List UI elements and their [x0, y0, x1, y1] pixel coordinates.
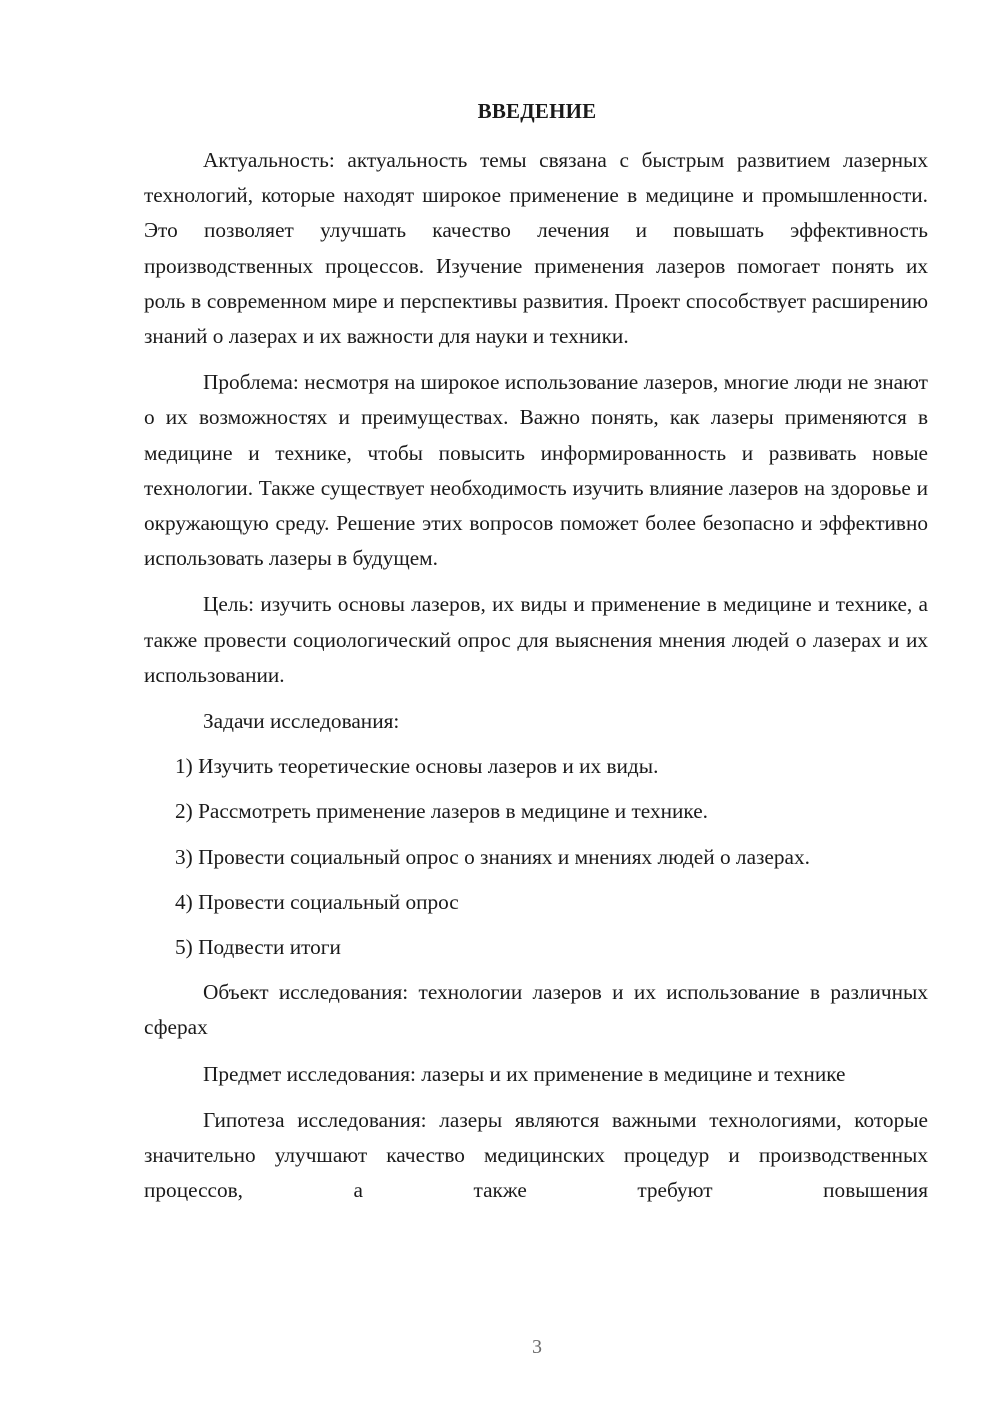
paragraph-relevance: Актуальность: актуальность темы связана с быстрым развитием лазерных технологий, которые находят широкое применение в медицине и промышленности. Это позволяет улучшать качество лечения и повышать эффективность производственных процессов. Изучение применения лазеров помогает понять их роль в современном мире и перспективы развития. Проект способствует расширению знаний о лазерах и их важности для науки и техники.	[144, 148, 928, 349]
tasks-heading: Задачи исследования:	[203, 709, 400, 734]
task-item-2: 2) Рассмотреть применение лазеров в медицине и технике.	[175, 799, 709, 824]
paragraph-problem: Проблема: несмотря на широкое использование лазеров, многие люди не знают о их возможностях и преимуществах. Важно понять, как лазеры применяются в медицине и технике, чтобы повысить информированность и развивать новые технологии. Также существует необходимость изучить влияние лазеров на здоровье и окружающую среду. Решение этих вопросов поможет более безопасно и эффективно использовать лазеры в будущем.	[144, 370, 928, 571]
paragraph-subject: Предмет исследования: лазеры и их применение в медицине и технике	[203, 1061, 846, 1086]
paragraph-object: Объект исследования: технологии лазеров и их использование в различных сферах	[144, 980, 928, 1040]
task-item-1: 1) Изучить теоретические основы лазеров и их виды.	[175, 754, 659, 779]
document-body	[144, 143, 928, 1208]
paragraph-hypothesis: Гипотеза исследования: лазеры являются важными технологиями, которые значительно улучшают качество медицинских процедур и производственных процессов, а также требуют повышения	[144, 1107, 928, 1203]
section-title: ВВЕДЕНИЕ	[477, 99, 597, 123]
page-number: 3	[532, 1336, 542, 1358]
task-item-3: 3) Провести социальный опрос о знаниях и мнениях людей о лазерах.	[175, 844, 810, 869]
tasks-list	[144, 749, 928, 965]
paragraph-goal: Цель: изучить основы лазеров, их виды и применение в медицине и технике, а также провести социологический опрос для выяснения мнения людей о лазерах и их использовании.	[144, 592, 928, 687]
task-item-5: 5) Подвести итоги	[175, 935, 341, 960]
task-item-4: 4) Провести социальный опрос	[175, 889, 459, 914]
